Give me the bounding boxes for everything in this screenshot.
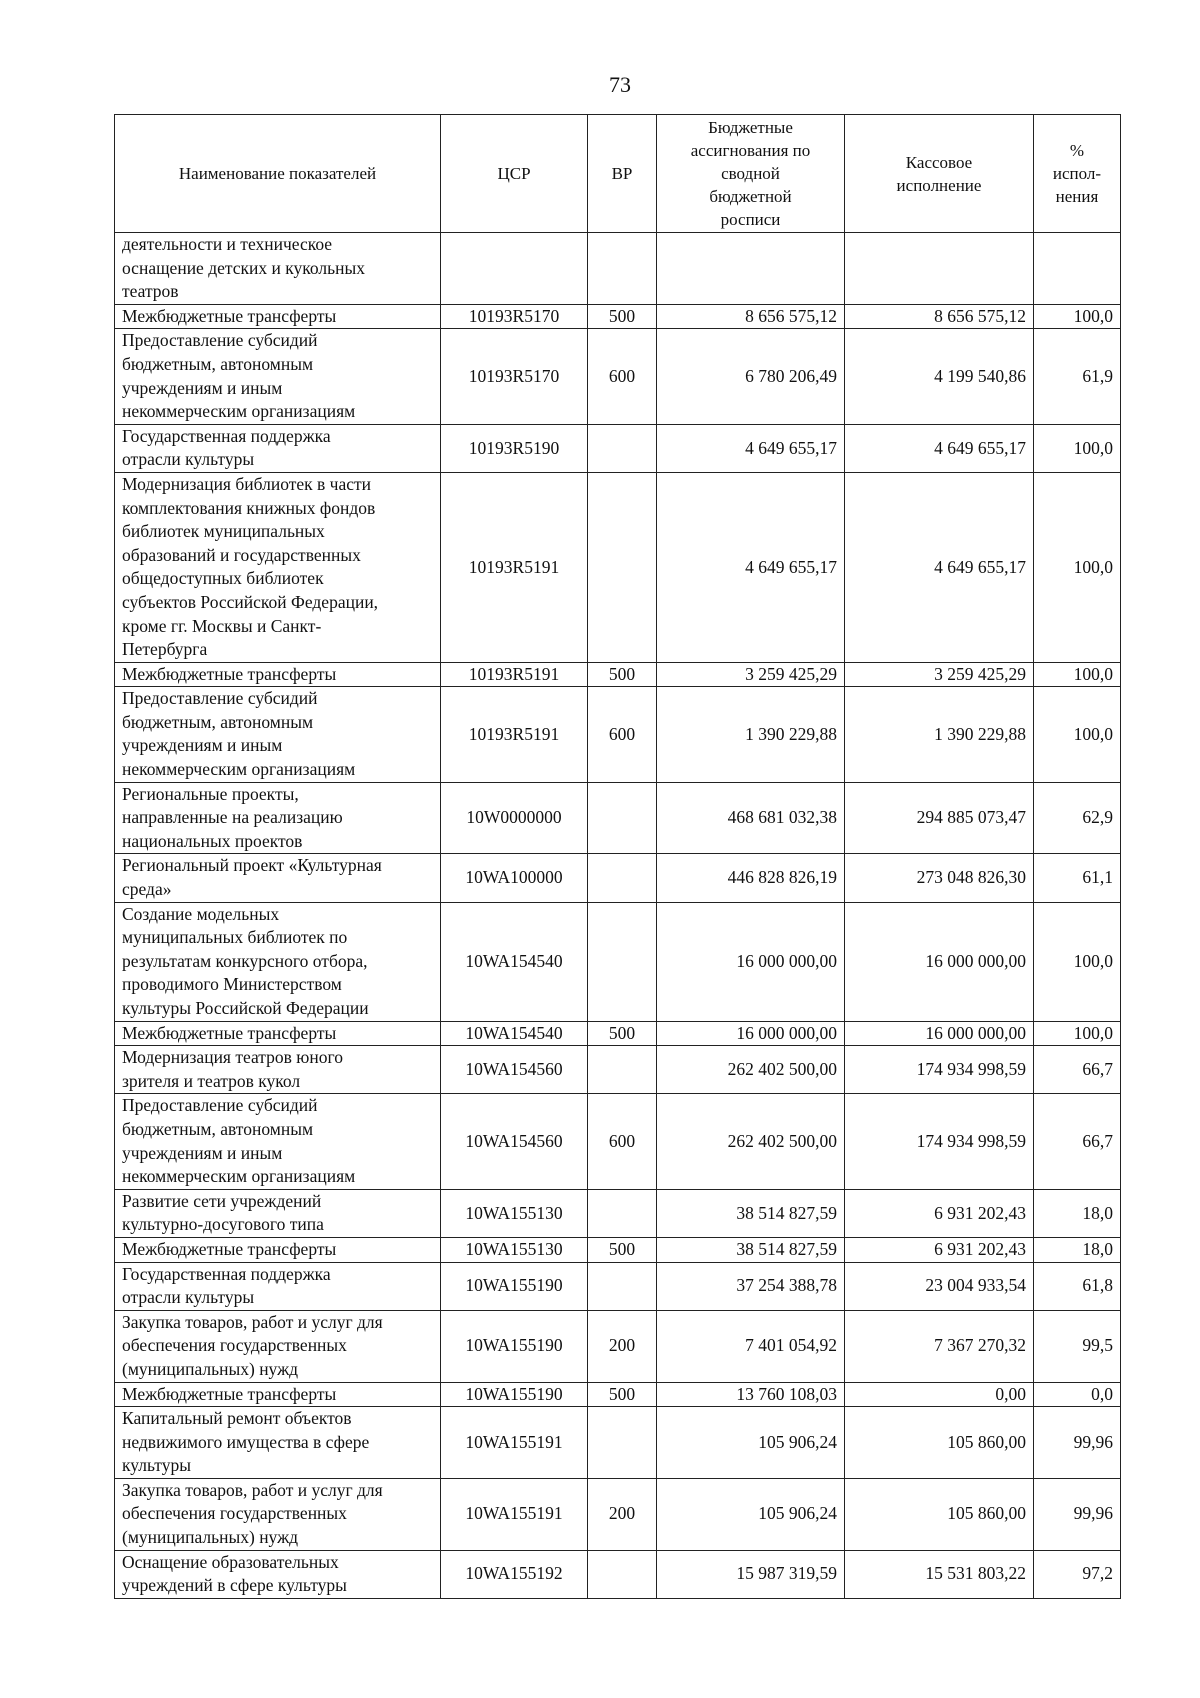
row-csr: 10WA154540 bbox=[441, 1021, 588, 1046]
page-number: 73 bbox=[609, 72, 631, 97]
row-name-line: некоммерческим организациям bbox=[122, 759, 356, 780]
row-csr: 10193R5191 bbox=[441, 662, 588, 687]
row-name-line: (муниципальных) нужд bbox=[122, 1358, 299, 1379]
header-pct-line: испол- bbox=[1052, 164, 1102, 183]
row-vr: 500 bbox=[588, 304, 657, 329]
row-pct: 61,8 bbox=[1034, 1262, 1121, 1310]
row-name-line: Региональные проекты, bbox=[122, 783, 299, 804]
row-name-line: Предоставление субсидий bbox=[122, 1095, 318, 1116]
row-cash: 7 367 270,32 bbox=[845, 1310, 1034, 1382]
row-name-line: бюджетным, автономным bbox=[122, 711, 314, 732]
row-name-line: Модернизация театров юного bbox=[122, 1047, 343, 1068]
row-pct: 99,96 bbox=[1034, 1407, 1121, 1479]
header-pct-line: нения bbox=[1055, 187, 1099, 206]
row-name bbox=[115, 1262, 441, 1310]
row-vr: 500 bbox=[588, 1237, 657, 1262]
row-name bbox=[115, 472, 441, 662]
row-name-line: субъектов Российской Федерации, bbox=[122, 591, 379, 612]
row-csr bbox=[441, 233, 588, 305]
header-csr: ЦСР bbox=[441, 115, 588, 233]
table-row bbox=[115, 329, 1121, 424]
header-pct bbox=[1034, 115, 1121, 233]
row-budget: 4 649 655,17 bbox=[657, 424, 845, 472]
row-name-line: учреждениям и иным bbox=[122, 735, 283, 756]
row-vr bbox=[588, 1407, 657, 1479]
row-name-line: учреждениям и иным bbox=[122, 1142, 283, 1163]
row-name bbox=[115, 1407, 441, 1479]
row-cash: 1 390 229,88 bbox=[845, 687, 1034, 782]
row-vr: 500 bbox=[588, 1382, 657, 1407]
row-pct: 100,0 bbox=[1034, 1021, 1121, 1046]
row-name-line: среда» bbox=[122, 879, 172, 900]
header-name: Наименование показателей bbox=[115, 115, 441, 233]
row-csr: 10W0000000 bbox=[441, 782, 588, 854]
row-name-line: Предоставление субсидий bbox=[122, 330, 318, 351]
row-name-line: зрителя и театров кукол bbox=[122, 1070, 301, 1091]
row-cash: 105 860,00 bbox=[845, 1478, 1034, 1550]
row-name-line: Межбюджетные трансферты bbox=[122, 1238, 337, 1259]
row-name bbox=[115, 1189, 441, 1237]
header-cash-line: Кассовое bbox=[905, 152, 973, 172]
row-pct: 66,7 bbox=[1034, 1094, 1121, 1189]
row-cash: 16 000 000,00 bbox=[845, 1021, 1034, 1046]
header-budget-line: Бюджетные bbox=[708, 118, 793, 137]
row-budget: 468 681 032,38 bbox=[657, 782, 845, 854]
row-csr: 10WA155130 bbox=[441, 1237, 588, 1262]
row-csr: 10WA155191 bbox=[441, 1407, 588, 1479]
row-csr: 10WA155190 bbox=[441, 1382, 588, 1407]
table-header bbox=[115, 115, 1121, 233]
row-name bbox=[115, 1237, 441, 1262]
row-name bbox=[115, 782, 441, 854]
table-row bbox=[115, 1550, 1121, 1598]
row-name-line: отрасли культуры bbox=[122, 1287, 255, 1308]
row-name-line: учреждений в сфере культуры bbox=[122, 1575, 347, 1596]
row-vr bbox=[588, 424, 657, 472]
row-budget: 105 906,24 bbox=[657, 1407, 845, 1479]
row-name bbox=[115, 902, 441, 1021]
row-budget: 38 514 827,59 bbox=[657, 1237, 845, 1262]
table-row bbox=[115, 233, 1121, 305]
row-cash: 105 860,00 bbox=[845, 1407, 1034, 1479]
row-pct: 100,0 bbox=[1034, 662, 1121, 687]
row-name bbox=[115, 687, 441, 782]
row-name-line: (муниципальных) нужд bbox=[122, 1527, 299, 1548]
row-name-line: Закупка товаров, работ и услуг для bbox=[122, 1311, 383, 1332]
row-cash: 6 931 202,43 bbox=[845, 1237, 1034, 1262]
row-csr: 10WA100000 bbox=[441, 854, 588, 902]
row-name-line: Межбюджетные трансферты bbox=[122, 1022, 337, 1043]
row-budget: 15 987 319,59 bbox=[657, 1550, 845, 1598]
table-row bbox=[115, 1046, 1121, 1094]
row-csr: 10193R5191 bbox=[441, 687, 588, 782]
row-pct: 100,0 bbox=[1034, 304, 1121, 329]
row-budget: 38 514 827,59 bbox=[657, 1189, 845, 1237]
row-name bbox=[115, 1046, 441, 1094]
row-cash: 294 885 073,47 bbox=[845, 782, 1034, 854]
row-budget: 3 259 425,29 bbox=[657, 662, 845, 687]
row-name-line: культурно-досугового типа bbox=[122, 1214, 324, 1235]
row-name-line: Оснащение образовательных bbox=[122, 1551, 339, 1572]
row-pct: 62,9 bbox=[1034, 782, 1121, 854]
row-csr: 10193R5170 bbox=[441, 329, 588, 424]
row-name bbox=[115, 233, 441, 305]
row-name-line: деятельности и техническое bbox=[122, 234, 333, 254]
row-cash bbox=[845, 233, 1034, 305]
row-budget: 105 906,24 bbox=[657, 1478, 845, 1550]
header-vr: ВР bbox=[588, 115, 657, 233]
table-row bbox=[115, 1262, 1121, 1310]
row-budget bbox=[657, 233, 845, 305]
row-vr: 500 bbox=[588, 662, 657, 687]
row-name-line: Капитальный ремонт объектов bbox=[122, 1408, 352, 1429]
row-budget: 262 402 500,00 bbox=[657, 1046, 845, 1094]
row-name-line: обеспечения государственных bbox=[122, 1335, 347, 1356]
header-cash bbox=[845, 115, 1034, 233]
row-name-line: обеспечения государственных bbox=[122, 1503, 347, 1524]
row-budget: 37 254 388,78 bbox=[657, 1262, 845, 1310]
header-pct-line: % bbox=[1069, 141, 1085, 160]
row-cash: 174 934 998,59 bbox=[845, 1046, 1034, 1094]
row-cash: 8 656 575,12 bbox=[845, 304, 1034, 329]
row-pct: 0,0 bbox=[1034, 1382, 1121, 1407]
row-pct: 66,7 bbox=[1034, 1046, 1121, 1094]
row-name-line: муниципальных библиотек по bbox=[122, 927, 348, 948]
row-budget: 8 656 575,12 bbox=[657, 304, 845, 329]
row-name-line: театров bbox=[122, 281, 179, 302]
row-pct: 99,96 bbox=[1034, 1478, 1121, 1550]
row-vr bbox=[588, 1550, 657, 1598]
row-name-line: Межбюджетные трансферты bbox=[122, 663, 337, 684]
row-vr: 200 bbox=[588, 1310, 657, 1382]
row-pct: 61,1 bbox=[1034, 854, 1121, 902]
table-row bbox=[115, 1189, 1121, 1237]
row-name-line: Создание модельных bbox=[122, 903, 280, 924]
row-name bbox=[115, 1310, 441, 1382]
row-cash: 174 934 998,59 bbox=[845, 1094, 1034, 1189]
table-body bbox=[115, 233, 1121, 1599]
header-budget-line: ассигнования по bbox=[690, 141, 811, 160]
table-row bbox=[115, 1310, 1121, 1382]
row-csr: 10WA154560 bbox=[441, 1094, 588, 1189]
row-vr bbox=[588, 902, 657, 1021]
row-name-line: Государственная поддержка bbox=[122, 1263, 331, 1284]
row-budget: 1 390 229,88 bbox=[657, 687, 845, 782]
row-name-line: отрасли культуры bbox=[122, 449, 255, 470]
table-row bbox=[115, 1407, 1121, 1479]
table-row bbox=[115, 662, 1121, 687]
row-cash: 3 259 425,29 bbox=[845, 662, 1034, 687]
row-pct: 97,2 bbox=[1034, 1550, 1121, 1598]
row-name bbox=[115, 854, 441, 902]
row-cash: 273 048 826,30 bbox=[845, 854, 1034, 902]
row-csr: 10193R5191 bbox=[441, 472, 588, 662]
row-cash: 6 931 202,43 bbox=[845, 1189, 1034, 1237]
row-csr: 10WA154560 bbox=[441, 1046, 588, 1094]
row-budget: 4 649 655,17 bbox=[657, 472, 845, 662]
table-row bbox=[115, 472, 1121, 662]
table-row bbox=[115, 1021, 1121, 1046]
row-vr: 200 bbox=[588, 1478, 657, 1550]
row-vr bbox=[588, 233, 657, 305]
row-pct: 99,5 bbox=[1034, 1310, 1121, 1382]
row-name-line: Государственная поддержка bbox=[122, 425, 331, 446]
row-name-line: некоммерческим организациям bbox=[122, 401, 356, 422]
row-budget: 6 780 206,49 bbox=[657, 329, 845, 424]
row-vr bbox=[588, 782, 657, 854]
row-pct bbox=[1034, 233, 1121, 305]
row-vr: 600 bbox=[588, 1094, 657, 1189]
row-budget: 446 828 826,19 bbox=[657, 854, 845, 902]
row-name bbox=[115, 1094, 441, 1189]
row-cash: 23 004 933,54 bbox=[845, 1262, 1034, 1310]
row-name-line: общедоступных библиотек bbox=[122, 568, 324, 589]
table-row bbox=[115, 782, 1121, 854]
header-budget-line: бюджетной bbox=[709, 187, 792, 206]
row-name-line: бюджетным, автономным bbox=[122, 353, 314, 374]
row-name bbox=[115, 424, 441, 472]
row-name bbox=[115, 329, 441, 424]
row-vr: 600 bbox=[588, 687, 657, 782]
row-csr: 10WA154540 bbox=[441, 902, 588, 1021]
table-row bbox=[115, 1382, 1121, 1407]
row-name-line: Предоставление субсидий bbox=[122, 688, 318, 709]
table-row bbox=[115, 1237, 1121, 1262]
row-vr bbox=[588, 1046, 657, 1094]
row-name bbox=[115, 1478, 441, 1550]
row-name-line: библиотек муниципальных bbox=[122, 521, 325, 542]
row-name-line: результатам конкурсного отбора, bbox=[122, 950, 368, 971]
row-name bbox=[115, 304, 441, 329]
row-vr bbox=[588, 1189, 657, 1237]
row-csr: 10WA155190 bbox=[441, 1262, 588, 1310]
row-name-line: национальных проектов bbox=[122, 830, 303, 851]
row-cash: 4 649 655,17 bbox=[845, 424, 1034, 472]
row-cash: 4 199 540,86 bbox=[845, 329, 1034, 424]
row-csr: 10WA155190 bbox=[441, 1310, 588, 1382]
row-name-line: проводимого Министерством bbox=[122, 974, 342, 995]
row-name bbox=[115, 1550, 441, 1598]
row-pct: 61,9 bbox=[1034, 329, 1121, 424]
row-name-line: комплектования книжных фондов bbox=[122, 497, 376, 518]
row-name-line: Модернизация библиотек в части bbox=[122, 473, 371, 494]
row-vr: 500 bbox=[588, 1021, 657, 1046]
row-name-line: кроме гг. Москвы и Санкт- bbox=[122, 615, 322, 636]
row-cash: 0,00 bbox=[845, 1382, 1034, 1407]
row-name-line: бюджетным, автономным bbox=[122, 1118, 314, 1139]
row-csr: 10193R5190 bbox=[441, 424, 588, 472]
row-csr: 10193R5170 bbox=[441, 304, 588, 329]
row-csr: 10WA155130 bbox=[441, 1189, 588, 1237]
row-name-line: культуры Российской Федерации bbox=[122, 998, 369, 1018]
row-name-line: Межбюджетные трансферты bbox=[122, 1383, 337, 1404]
table-row bbox=[115, 854, 1121, 902]
row-pct: 18,0 bbox=[1034, 1237, 1121, 1262]
row-name bbox=[115, 1382, 441, 1407]
row-budget: 13 760 108,03 bbox=[657, 1382, 845, 1407]
row-name-line: направленные на реализацию bbox=[122, 807, 343, 828]
row-name-line: Закупка товаров, работ и услуг для bbox=[122, 1479, 383, 1500]
row-name-line: недвижимого имущества в сфере bbox=[122, 1431, 370, 1452]
table-row bbox=[115, 1478, 1121, 1550]
row-cash: 15 531 803,22 bbox=[845, 1550, 1034, 1598]
row-vr bbox=[588, 854, 657, 902]
table-row bbox=[115, 424, 1121, 472]
row-name-line: Развитие сети учреждений bbox=[122, 1190, 322, 1211]
table-row bbox=[115, 1094, 1121, 1189]
row-name-line: Петербурга bbox=[122, 639, 208, 660]
row-name-line: Региональный проект «Культурная bbox=[122, 855, 382, 876]
row-csr: 10WA155191 bbox=[441, 1478, 588, 1550]
header-budget bbox=[657, 115, 845, 233]
header-budget-line: сводной bbox=[721, 164, 780, 183]
header-cash-line: исполнение bbox=[896, 175, 982, 195]
budget-execution-table bbox=[114, 114, 1121, 1599]
table-row bbox=[115, 902, 1121, 1021]
row-name-line: культуры bbox=[122, 1455, 191, 1476]
table-row bbox=[115, 304, 1121, 329]
row-cash: 16 000 000,00 bbox=[845, 902, 1034, 1021]
row-name-line: оснащение детских и кукольных bbox=[122, 257, 365, 278]
row-vr bbox=[588, 472, 657, 662]
row-name bbox=[115, 1021, 441, 1046]
row-cash: 4 649 655,17 bbox=[845, 472, 1034, 662]
row-csr: 10WA155192 bbox=[441, 1550, 588, 1598]
row-pct: 100,0 bbox=[1034, 687, 1121, 782]
header-budget-line: росписи bbox=[720, 210, 781, 229]
row-pct: 100,0 bbox=[1034, 424, 1121, 472]
table-row bbox=[115, 687, 1121, 782]
row-budget: 7 401 054,92 bbox=[657, 1310, 845, 1382]
header-row bbox=[115, 115, 1121, 233]
row-pct: 18,0 bbox=[1034, 1189, 1121, 1237]
row-name-line: учреждениям и иным bbox=[122, 377, 283, 398]
row-vr: 600 bbox=[588, 329, 657, 424]
row-vr bbox=[588, 1262, 657, 1310]
row-pct: 100,0 bbox=[1034, 472, 1121, 662]
row-budget: 262 402 500,00 bbox=[657, 1094, 845, 1189]
row-name bbox=[115, 662, 441, 687]
row-name-line: Межбюджетные трансферты bbox=[122, 305, 337, 326]
row-budget: 16 000 000,00 bbox=[657, 902, 845, 1021]
row-name-line: некоммерческим организациям bbox=[122, 1166, 356, 1187]
row-budget: 16 000 000,00 bbox=[657, 1021, 845, 1046]
row-name-line: образований и государственных bbox=[122, 544, 361, 565]
row-pct: 100,0 bbox=[1034, 902, 1121, 1021]
